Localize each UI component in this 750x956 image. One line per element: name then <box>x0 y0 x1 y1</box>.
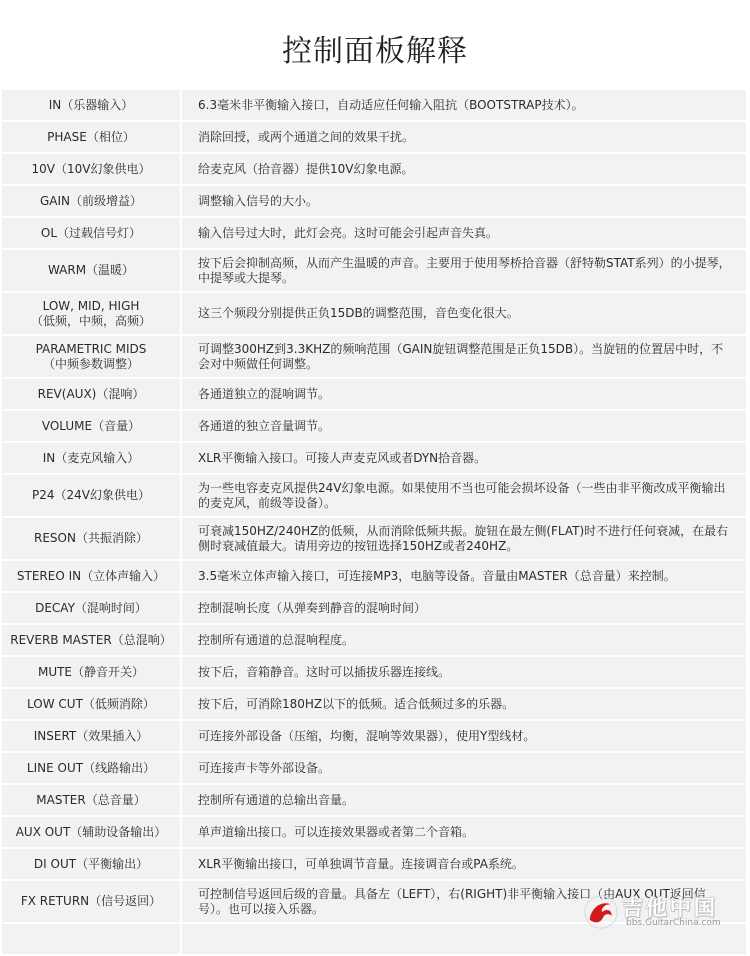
control-description: 控制混响长度（从弹奏到静音的混响时间） <box>182 593 746 623</box>
control-term <box>2 593 182 623</box>
control-term <box>2 443 182 473</box>
control-term-line: IN（麦克风输入） <box>42 450 140 465</box>
control-description: 单声道输出接口。可以连接效果器或者第二个音箱。 <box>182 817 746 847</box>
table-row <box>2 753 746 783</box>
control-term-line: WARM（温暖） <box>47 263 135 277</box>
control-term-line: RESON（共振消除） <box>34 531 148 545</box>
control-term-line: INSERT（效果插入） <box>33 728 149 743</box>
control-term-line: IN（乐器输入） <box>48 97 134 112</box>
table-row <box>2 379 746 409</box>
control-term-line: MUTE（静音开关） <box>37 664 145 679</box>
control-description: 按下后，可消除180HZ以下的低频。适合低频过多的乐器。 <box>182 689 746 719</box>
table-row <box>2 785 746 815</box>
control-term-line: LOW, MID, HIGH <box>42 298 140 313</box>
table-row <box>2 411 746 441</box>
table-row <box>2 122 746 152</box>
table-row <box>2 293 746 334</box>
table-row <box>2 218 746 248</box>
control-term-line: OL（过载信号灯） <box>40 225 142 240</box>
control-term-line: PARAMETRIC MIDS <box>35 341 147 356</box>
control-term <box>2 336 182 377</box>
control-term <box>2 475 182 516</box>
table-row <box>2 657 746 687</box>
table-row <box>2 817 746 847</box>
control-description: XLR平衡输入接口。可接人声麦克风或者DYN拾音器。 <box>182 443 746 473</box>
control-description: 为一些电容麦克风提供24V幻象电源。如果使用不当也可能会损坏设备（一些由非平衡改成平衡输出的麦克风，前级等设备）。 <box>182 475 746 516</box>
control-term <box>2 881 182 922</box>
table-row <box>2 475 746 516</box>
control-term <box>2 293 182 334</box>
control-description: 这三个频段分别提供正负15DB的调整范围，音色变化很大。 <box>182 293 746 334</box>
control-term-line: VOLUME（音量） <box>41 418 141 433</box>
control-description: 可衰减150HZ/240HZ的低频，从而消除低频共振。旋钮在最左侧(FLAT)时不进行任何衰减，在最右侧时衰减值最大。请用旁边的按钮选择150HZ或者240HZ。 <box>182 518 746 559</box>
control-description: 按下后，音箱静音。这时可以插拔乐器连接线。 <box>182 657 746 687</box>
control-description: 给麦克风（拾音器）提供10V幻象电源。 <box>182 154 746 184</box>
control-term <box>2 90 182 120</box>
watermark <box>582 891 742 931</box>
table-row <box>2 518 746 559</box>
control-term-line: REVERB MASTER（总混响） <box>10 632 172 647</box>
table-row <box>2 336 746 377</box>
control-term <box>2 753 182 783</box>
control-term-line: P24（24V幻象供电） <box>32 488 150 502</box>
table-row <box>2 561 746 591</box>
table-row <box>2 250 746 291</box>
control-description: 6.3毫米非平衡输入接口，自动适应任何输入阻抗（BOOTSTRAP技术）。 <box>182 90 746 120</box>
control-description: 可调整300HZ到3.3KHZ的频响范围（GAIN旋钮调整范围是正负15DB）。当旋钮的位置居中时，不会对中频做任何调整。 <box>182 336 746 377</box>
control-description: 3.5毫米立体声输入接口，可连接MP3，电脑等设备。音量由MASTER（总音量）来控制。 <box>182 561 746 591</box>
control-term <box>2 721 182 751</box>
control-description: 各通道独立的混响调节。 <box>182 379 746 409</box>
table-row <box>2 593 746 623</box>
table-row <box>2 154 746 184</box>
control-description: 可连接声卡等外部设备。 <box>182 753 746 783</box>
control-term <box>2 561 182 591</box>
table-row <box>2 689 746 719</box>
control-panel-table <box>2 88 746 956</box>
control-term-line: （低频，中频，高频） <box>30 313 151 328</box>
control-term <box>2 250 182 291</box>
table-row <box>2 186 746 216</box>
control-term <box>2 689 182 719</box>
control-description: 可连接外部设备（压缩，均衡，混响等效果器），使用Y型线材。 <box>182 721 746 751</box>
control-description: XLR平衡输出接口，可单独调节音量。连接调音台或PA系统。 <box>182 849 746 879</box>
watermark-brand: 吉他中国 <box>622 896 718 920</box>
control-term <box>2 849 182 879</box>
control-term-line: REV(AUX)（混响） <box>37 386 145 401</box>
control-term <box>2 379 182 409</box>
control-term <box>2 411 182 441</box>
control-term <box>2 154 182 184</box>
control-description: 调整输入信号的大小。 <box>182 186 746 216</box>
table-row <box>2 90 746 120</box>
control-term-line: MASTER（总音量） <box>36 792 146 807</box>
table-row <box>2 625 746 655</box>
control-term-line: GAIN（前级增益） <box>39 193 143 208</box>
control-term-line: FX RETURN（信号返回） <box>20 894 162 908</box>
control-term-line: DI OUT（平衡输出） <box>33 856 149 871</box>
control-term <box>2 122 182 152</box>
control-term-line: 10V（10V幻象供电） <box>31 161 151 176</box>
table-row <box>2 443 746 473</box>
dragon-logo-icon <box>582 893 620 931</box>
control-description: 控制所有通道的总输出音量。 <box>182 785 746 815</box>
control-term-line: LOW CUT（低频消除） <box>27 696 155 711</box>
table-row <box>2 721 746 751</box>
control-description: 消除回授，或两个通道之间的效果干扰。 <box>182 122 746 152</box>
control-term-line: STEREO IN（立体声输入） <box>16 568 166 583</box>
control-term <box>2 186 182 216</box>
control-term-line: PHASE（相位） <box>47 129 135 144</box>
control-term <box>2 218 182 248</box>
control-term <box>2 518 182 559</box>
control-description: 按下后会抑制高频，从而产生温暖的声音。主要用于使用琴桥拾音器（舒特勒STAT系列）的小提琴，中提琴或大提琴。 <box>182 250 746 291</box>
control-description: 可控制信号返回后级的音量。具备左（LEFT），右(RIGHT)非平衡输入接口（由AUX OUT返回信号）。也可以接入乐器。 <box>182 881 746 922</box>
control-term <box>2 657 182 687</box>
control-term-line: LINE OUT（线路输出） <box>26 760 156 775</box>
page-title: 控制面板解释 <box>282 34 468 69</box>
control-description: 输入信号过大时，此灯会亮。这时可能会引起声音失真。 <box>182 218 746 248</box>
control-description: 各通道的独立音量调节。 <box>182 411 746 441</box>
control-term <box>2 924 182 954</box>
control-term-line: （中频参数调整） <box>42 356 139 371</box>
control-term <box>2 625 182 655</box>
watermark-url: bbs.GuitarChina.com <box>626 918 721 928</box>
control-term <box>2 817 182 847</box>
control-term-line: DECAY（混响时间） <box>35 600 147 615</box>
control-term-line: AUX OUT（辅助设备输出） <box>15 824 167 839</box>
table-row <box>2 849 746 879</box>
control-term <box>2 785 182 815</box>
control-description: 控制所有通道的总混响程度。 <box>182 625 746 655</box>
